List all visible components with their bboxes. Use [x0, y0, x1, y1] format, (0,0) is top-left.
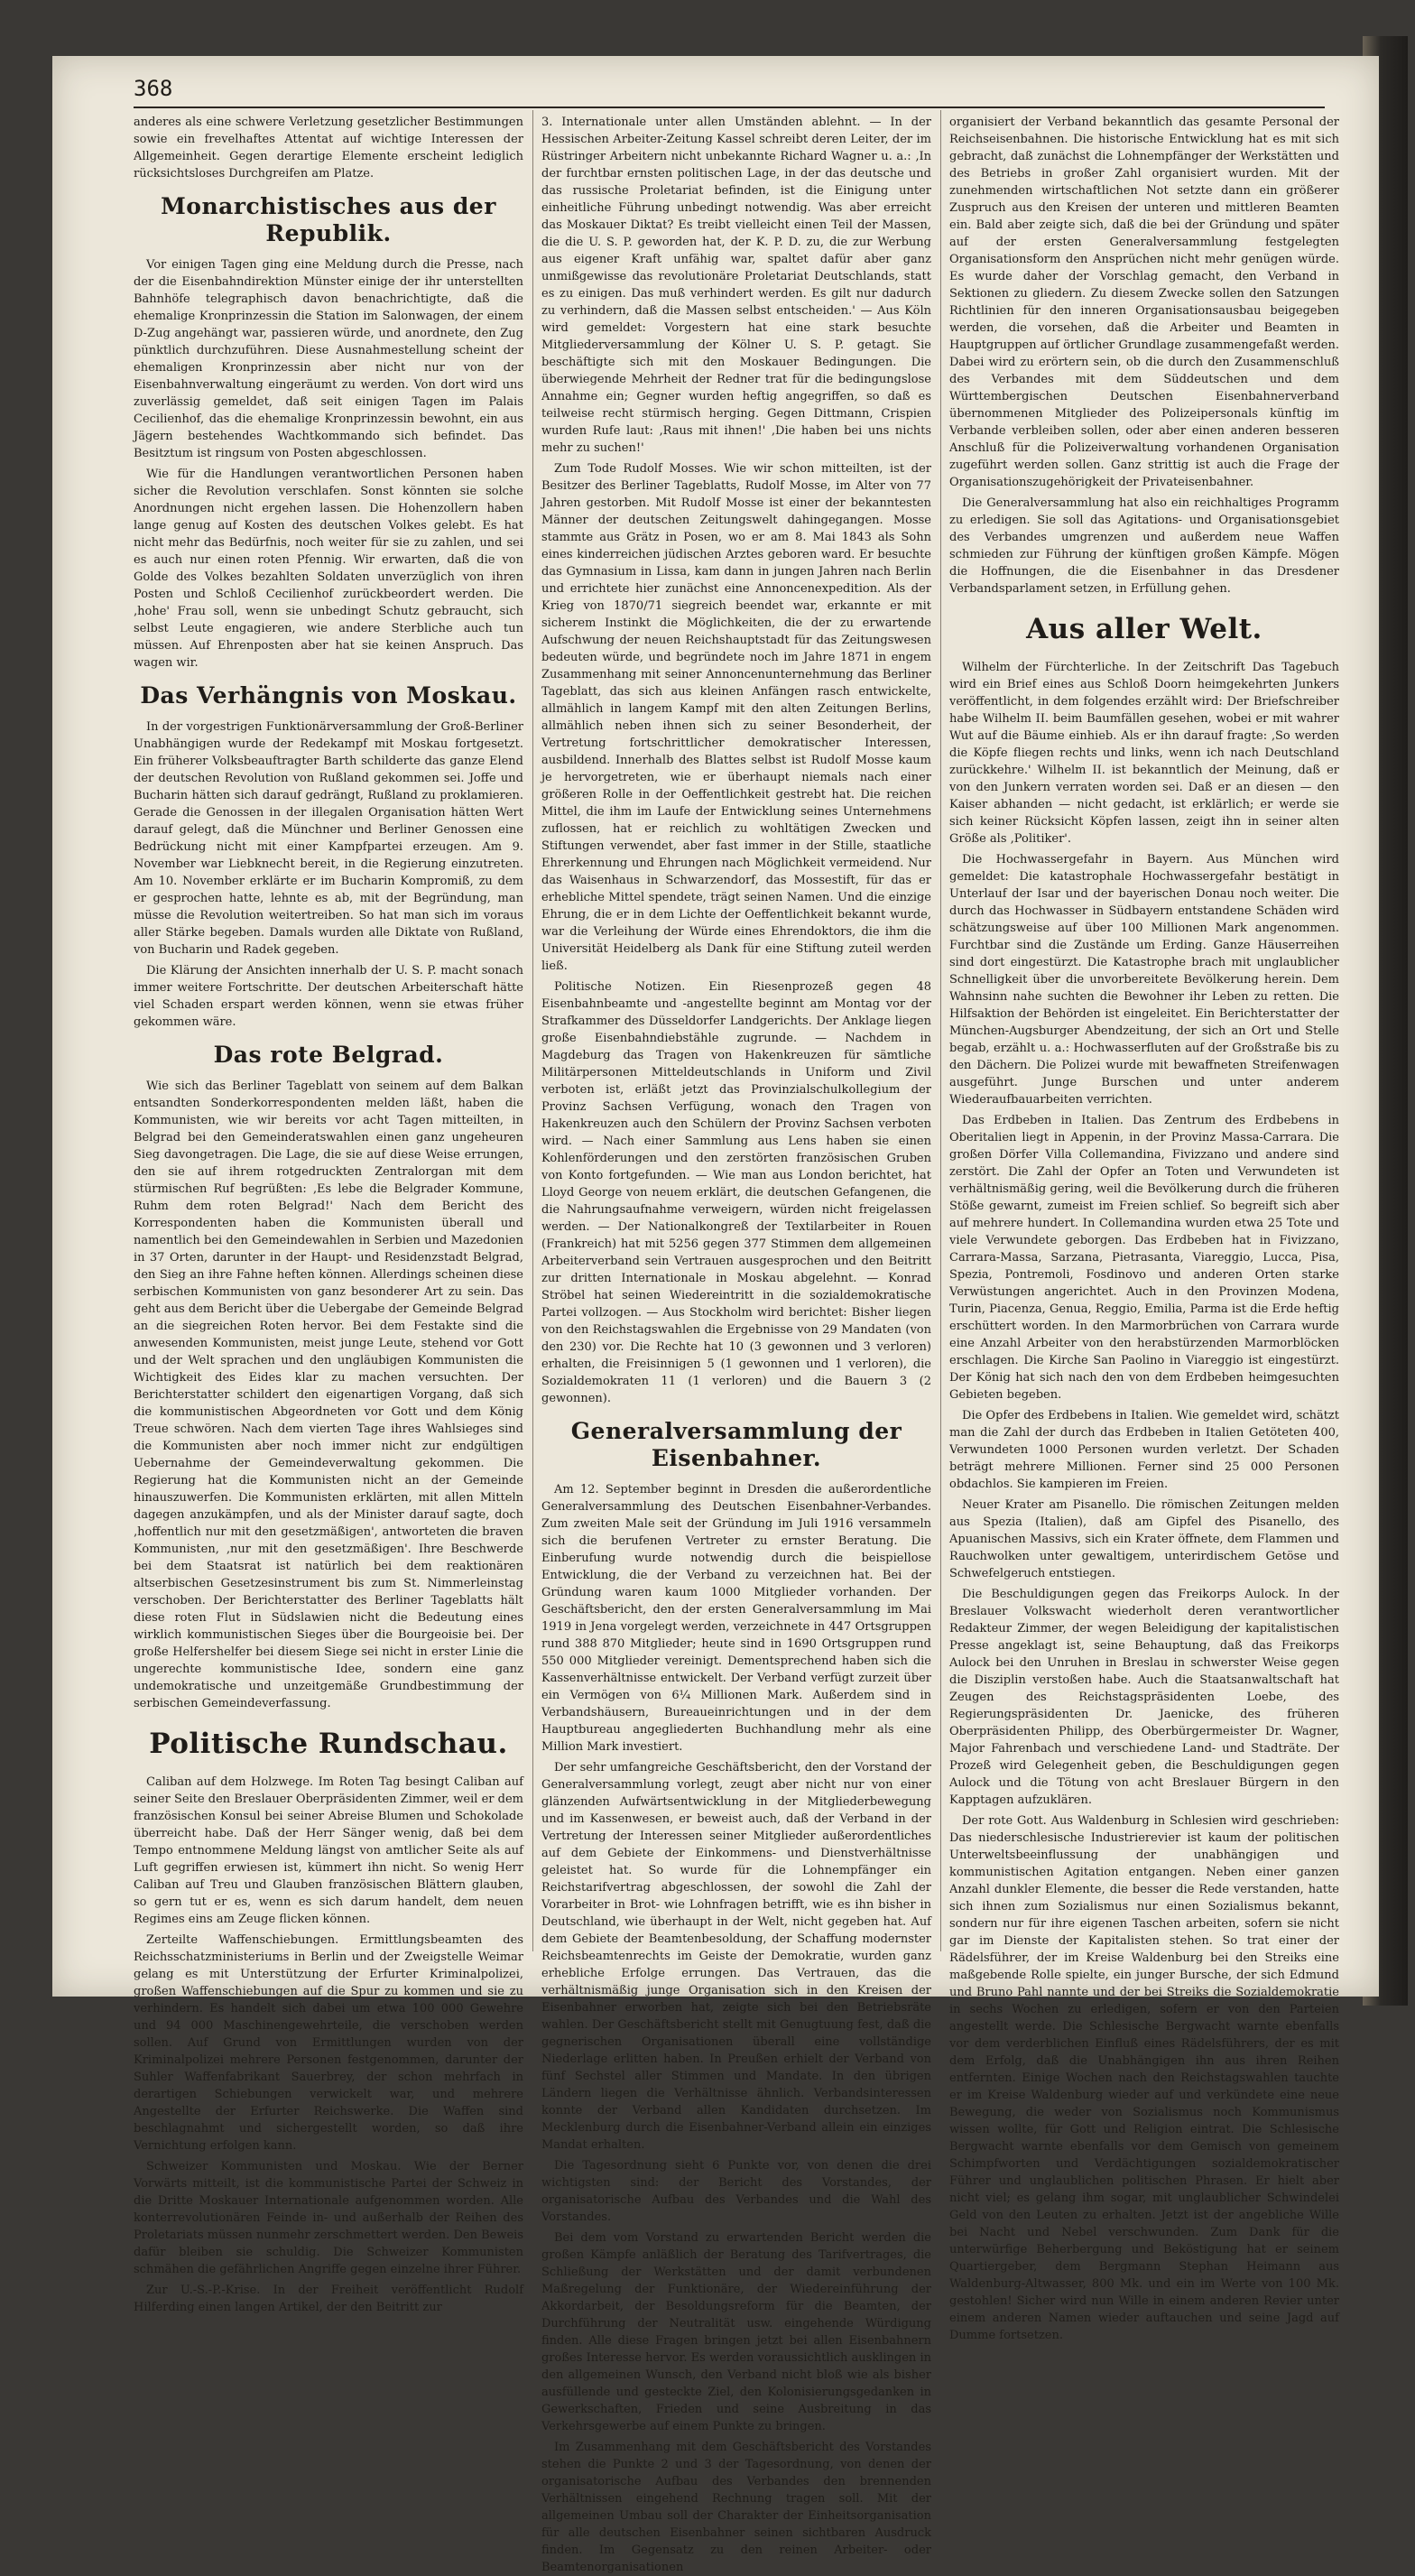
lead-paragraph: anderes als eine schwere Verletzung gesetzlicher Bestimmungen sowie ein frevelhaftes Attentat auf wichtige Interessen der Allgemeinheit. Gegen derartige Elemente erscheint lediglich rücksichtsloses Durchgreifen am Platze. [134, 116, 523, 181]
headline-rote-belgrad: Das rote Belgrad. [213, 1042, 444, 1068]
article-paragraph: Schweizer Kommunisten und Moskau. Wie der Berner Vorwärts mitteilt, ist die kommunistische Partei der Schweiz in die Dritte Moskauer Internationale aufgenommen worden. Alle konterrevolutionären Feinde in- und außerhalb der Reihen des Proletariats müssen nunmehr zerschmettert werden. Den Beweis dafür bleiben sie schuldig. Die Schweizer Kommunisten schmähen die gefährlichen Angriffe gegen einzelne ihrer Führer. [134, 2160, 523, 2276]
article-paragraph: Zum Tode Rudolf Mosses. Wie wir schon mitteilten, ist der Besitzer des Berliner Tageblatts, Rudolf Mosse, im Alter von 77 Jahren gestorben. Mit Rudolf Mosse ist einer der bekanntesten Männer der deutschen Zeitungswelt dahingegangen. Mosse stammte aus Grätz in Posen, wo er am 8. Mai 1843 als Sohn eines kinderreichen jüdischen Arztes geboren ward. Er besuchte das Gymnasium in Lissa, kam dann in jungen Jahren nach Berlin und errichtete hier zunächst eine Annoncenexpedition. Als der Krieg von 1870/71 siegreich beendet war, erkannte er mit sicherem Instinkt die Möglichkeiten, die der zu erwartende Aufschwung der neuen Reichshauptstadt für das Zeitungswesen bedeuten würde, und begründete noch im Jahre 1871 in engem Zusammenhang mit seiner Annoncenunternehmung das Berliner Tageblatt, das sich aus kleinen Anfängen rasch entwickelte, allmählich in langem Kampf mit den alten Zeitungen Berlins, allmählich neben ihnen sich zu seiner Besonderheit, der Vertretung fortschrittlicher demokratischer Interessen, ausbildend. Innerhalb des Blattes selbst ist Rudolf Mosse kaum je hervorgetreten, wie er überhaupt niemals nach einer größeren Rolle in der Oeffentlichkeit gestrebt hat. Die reichen Mittel, die ihm im Laufe der Entwicklung seines Unternehmens zuflossen, hat er reichlich zu wohltätigen Zwecken und Stiftungen verwendet, aber fast immer in der Stille, staatliche Ehrerkennung und Ehrungen nach Möglichkeit vermeidend. Nur das Waisenhaus in Schwarzendorf, das Mossestift, für das er erhebliche Mittel spendete, trägt seinen Namen. Und die einzige Ehrung, die er in dem Lichte der Oeffentlichkeit bekannt wurde, war die Verleihung der Würde eines Ehrendoktors, die ihm die Universität Heidelberg als Dank für eine Stiftung zuteil werden ließ. [541, 462, 931, 973]
top-rule [134, 107, 1325, 108]
article-paragraph: Die Hochwassergefahr in Bayern. Aus München wird gemeldet: Die katastrophale Hochwassergefahr bestätigt in Unterlauf der Isar und der bayerischen Donau noch weiter. Die durch das Hochwasser in Südbayern entstandene Schäden wird schätzungsweise auf über 100 Millionen Mark angenommen. Furchtbar sind die Zustände um Erding. Ganze Häuserreihen sind dort eingestürzt. Die Katastrophe brach mit unglaublicher Schnelligkeit über die unvorbereitete Bevölkerung herein. Dem Wahnsinn nahe suchten die Bewohner ihr Leben zu retten. Die Hilfsaktion der Behörden ist eingeleitet. Ein Berichterstatter der München-Augsburger Abendzeitung, der sich an Ort und Stelle begab, erzählt u. a.: Hochwasserfluten auf der Großstraße bis zu den Dächern. Die Polizei wurde mit bewaffneten Streifenwagen ausgeführt. Junge Burschen und unter anderem Wiederaufbauarbeiten verrichten. [949, 853, 1339, 1107]
article-paragraph: Der rote Gott. Aus Waldenburg in Schlesien wird geschrieben: Das niederschlesische Industrierevier ist kaum der politischen Unterweltsbeeinflussung der unabhängigen und kommunistischen Agitation entgangen. Neben einer ganzen Anzahl dunkler Elemente, die besser die Rede verstanden, hatte sich ihnen zum Sozialismus nur einen Sozialismus bekannt, sondern nur für ihre eigenen Taschen arbeiten, sofern sie nicht gar im Dienste der Kapitalisten stehen. So trat einer der Rädelsführer, der im Kreise Waldenburg bei den Streiks eine maßgebende Rolle spielte, ein junger Bursche, der sich Edmund und Bruno Pahl nannte und der bei Streiks die Sozialdemokratie in sechs Wochen zu erledigen, sofern er von den Parteien angestellt werde. Die Schlesische Bergwacht warnte ebenfalls vor dem verderblichen Einfluß eines Rädelsführers, der es mit dem Erfolg, daß die Unabhängigen ihn aus ihren Reihen entfernten. Einige Wochen nach den Reichstagswahlen tauchte er im Kreise Waldenburg wieder auf und verkündete eine neue Bewegung, die weder von Sozialismus noch Kommunismus wissen wollte, für Gott und Religion eintrat. Die Schlesische Bergwacht warnte ebenfalls vor dem Gemisch von gemeinem Schimpfworten und Verdächtigungen sozialdemokratischer Führer und unglaublichen politischen Phrasen. Er hielt aber nicht viel; es gelang ihm sogar, mit unglaublicher Schwindelei Geld von den Leuten zu erhalten. Jetzt ist der angebliche Wille bei Nacht und Nebel verschwunden. Zum Dank für die unterwürfige Beherbergung und Beköstigung hat er seinem Quartiergeber, dem Bergmann Stephan Heimann aus Waldenburg-Altwasser, 800 Mk. und ein im Werte von 100 Mk. gestohlen! Sicher wird nun Wille in einem anderen Revier unter einem anderen Namen wieder auftauchen und seine Jagd auf Dumme fortsetzen. [949, 1814, 1339, 2342]
article-paragraph: Wie sich das Berliner Tageblatt von seinem auf dem Balkan entsandten Sonderkorrespondenten melden läßt, haben die Kommunisten, wie wir bereits vor acht Tagen mitteilten, in Belgrad bei den Gemeinderatswahlen einen ganz ungeheuren Sieg davongetragen. Die Lage, die sie auf diese Weise errungen, den sie auf ihrem rotgedruckten Zentralorgan mit dem stürmischen Ruf begrüßten: ‚Es lebe die Belgrader Kommune, Ruhm dem roten Belgrad!' Nach dem Bericht des Korrespondenten haben die Kommunisten überall und namentlich bei den Gemeindewahlen in Serbien und Mazedonien in 37 Orten, darunter in der Haupt- und Residenzstadt Belgrad, den Sieg an ihre Fahne heften können. Allerdings scheinen diese serbischen Kommunisten von ganz besonderer Art zu sein. Das geht aus dem Bericht über die Uebergabe der Gemeinde Belgrad an die siegreichen Roten hervor. Bei dem Festakte sind die anwesenden Kommunisten, meist junge Leute, stehend vor Gott und der Welt sprachen und den ungläubigen Kommunisten die Wichtigkeit des Eides klar zu machen versuchten. Der Berichterstatter schildert den eigenartigen Vorgang, daß sich die kommunistischen Abgeordneten vor Gott und dem König Treue schwören. Nach dem vierten Tage ihres Wahlsieges sind die Kommunisten aber noch immer nicht zur endgültigen Uebernahme der Gemeindeverwaltung gekommen. Die Regierung hat die Kommunisten nicht an der Gemeinde hinauszuwerfen. Die Kommunisten erklärten, mit allen Mitteln dagegen anzukämpfen, und als der Minister darauf sagte, doch ‚hoffentlich nur mit den gesetzmäßigen', antworteten die braven Kommunisten, ‚nur mit den gesetzmäßigen'. Ihre Beschwerde bei dem Staatsrat ist natürlich bei dem reaktionären altserbischen Gesetzesinstrument bis zum St. Nimmerleinstag verschoben. Der Berichterstatter des Berliner Tageblatts hält diese roten Flut in Südslawien nicht die Bedeutung eines wirklich kommunistischen Sieges über die Bourgeoisie bei. Der große Helfershelfer bei diesem Siege sei nicht in erster Linie die ungerechte kommunistische Idee, sondern eine ganz undemokratische und unzeitgemäße Grundbestimmung der serbischen Gemeindeverfassung. [134, 1080, 523, 1710]
article-paragraph: Zur U.-S.-P.-Krise. In der Freiheit veröffentlicht Rudolf Hilferding einen langen Artikel, der den Beitritt zur [134, 2284, 523, 2314]
article-paragraph: Am 12. September beginnt in Dresden die außerordentliche Generalversammlung des Deutschen Eisenbahner-Verbandes. Zum zweiten Male seit der Gründung im Juli 1916 versammeln sich die berufenen Vertreter zu ernster Beratung. Die Einberufung wurde notwendig durch die beispiellose Entwicklung, die der Verband zu verzeichnen hat. Bei der Gründung waren kaum 1000 Mitglieder vorhanden. Der Geschäftsbericht, den der ersten Generalversammlung im Mai 1919 in Jena vorgelegt werden, verzeichnete in 447 Ortsgruppen rund 388 870 Mitglieder; heute sind in 1690 Ortsgruppen rund 550 000 Mitglieder vereinigt. Dementsprechend haben sich die Kassenverhältnisse entwickelt. Der Verband verfügt zurzeit über ein Vermögen von 6¼ Millionen Mark. Außerdem sind in Verbandshäusern, Bureaueinrichtungen und in der dem Hauptbureau angegliederten Buchhandlung mehr als eine Million Mark investiert. [541, 1483, 931, 1754]
column-3 [949, 114, 1339, 2342]
column-1 [134, 114, 523, 2314]
article-paragraph: Zerteilte Waffenschiebungen. Ermittlungsbeamten des Reichsschatzministeriums in Berlin und der Zweigstelle Weimar gelang es mit Unterstützung der Erfurter Kriminalpolizei, großen Waffenschiebungen auf die Spur zu kommen und sie zu verhindern. Es handelt sich dabei um etwa 100 000 Gewehre und 94 000 Maschinengewehrteile, die verschoben werden sollen. Auf Grund von Ermittlungen wurden von der Kriminalpolizei mehrere Personen festgenommen, darunter der Suhler Waffenfabrikant Sauerbrey, der schon mehrfach in derartigen Schiebungen verwickelt war, und mehrere Angestellte der Erfurter Reichswerke. Die Waffen sind beschlagnahmt und sichergestellt worden, so daß ihre Vernichtung erfolgen kann. [134, 1933, 523, 2153]
article-paragraph: Der sehr umfangreiche Geschäftsbericht, den der Vorstand der Generalversammlung vorlegt, zeugt aber nicht nur von einer glänzenden Aufwärtsentwicklung in der Mitgliederbewegung und im Kassenwesen, er beweist auch, daß der Verband in der Vertretung der Interessen seiner Mitglieder außerordentliches auf dem Gebiete der Einkommens- und Dienstverhältnisse geleistet hat. So wurde für die Lohnempfänger ein Reichstarifvertrag abgeschlossen, der sowohl die Zahl der Vorarbeiter in Brot- wie Lohnfragen betrifft, wie es ihn bisher in Deutschland, wie überhaupt in der Welt, nicht gegeben hat. Auf dem Gebiete der Beamtenbesoldung, der Schaffung modernster Reichsbeamtenrechts im Geiste der Demokratie, wurden ganz erhebliche Erfolge errungen. Das Vertrauen, das die verhältnismäßig junge Organisation sich in den Kreisen der Eisenbahner erworben hat, zeigte sich bei den Betriebsräte wahlen. Der Geschäftsbericht stellt mit Genugtuung fest, daß die gegnerischen Organisationen überall eine vollständige Niederlage erlitten haben. In Preußen erhielt der Verband von fünf Sechstel aller Stimmen und Mandate. In den übrigen Ländern liegen die Verhältnisse ähnlich. Verbandsinteressen konnte der Verband allen Kandidaten durchsetzen. Im Mecklenburg durch die Eisenbahner-Verband allein ein einziges Mandat erhalten. [541, 1761, 931, 2152]
column-2 [541, 114, 931, 2574]
headline-verhaengnis-moskau: Das Verhängnis von Moskau. [140, 682, 517, 709]
article-paragraph: Die Generalversammlung hat also ein reichhaltiges Programm zu erledigen. Sie soll das Agitations- und Organisationsgebiet des Verbandes umgrenzen und außerdem neue Waffen schmieden zur Führung der künftigen großen Kämpfe. Mögen die Hoffnungen, die die Eisenbahner in das Dresdener Verbandsparlament setzen, in Erfüllung gehen. [949, 496, 1339, 596]
headline-generalversammlung: Generalversammlung der Eisenbahner. [570, 1418, 902, 1471]
article-paragraph: Wilhelm der Fürchterliche. In der Zeitschrift Das Tagebuch wird ein Brief eines aus Schloß Doorn heimgekehrten Junkers veröffentlicht, in dem folgendes erzählt wird: Der Briefschreiber habe Wilhelm II. beim Baumfällen gesehen, wobei er mit wahrer Wut auf die Bäume einhieb. Als er ihn darauf fragte: ‚So werden die Köpfe fliegen rechts und links, wenn ich nach Deutschland zurückkehre.' Wilhelm II. ist bekanntlich der Meinung, daß er von den Junkern verraten worden sei. Daß er an diesen — den Kaiser abhanden — nicht gedacht, ist erklärlich; er werde sie sich keiner Rücksicht Köpfen lassen, zeigt ihn in seiner alten Größe als ‚Politiker'. [949, 661, 1339, 846]
article-paragraph: 3. Internationale unter allen Umständen ablehnt. — In der Hessischen Arbeiter-Zeitung Kassel schreibt deren Leiter, der im Rüstringer Arbeitern nicht unbekannte Richard Wagner u. a.: ‚In der furchtbar ernsten politischen Lage, in der das deutsche und das russische Proletariat befinden, ist die Einigung unter einheitliche Führung unbedingt notwendig. Was aber erreicht das Moskauer Diktat? Es treibt vielleicht einen Teil der Massen, die die U. S. P. geworden hat, der K. P. D. zu, die zur Werbung aus eigener Kraft unfähig war, spaltet dafür aber ganz unmißgewisse das revolutionäre Proletariat Deutschlands, statt es zu einigen. Das muß verhindert werden. Es gilt nur dadurch zu verhindern, daß die Massen selbst entscheiden.' — Aus Köln wird gemeldet: Vorgestern hat eine stark besuchte Mitgliederversammlung der Kölner U. S. P. getagt. Sie beschäftigte sich mit den Moskauer Bedingungen. Die überwiegende Mehrheit der Redner trat für die bedingungslose Annahme ein; Gegner wurden heftig angegriffen, so daß es teilweise recht stürmisch herging. Gegen Dittmann, Crispien wurden Rufe laut: ‚Raus mit ihnen!' ‚Die haben bei uns nichts mehr zu suchen!' [541, 116, 931, 455]
column-divider [940, 110, 941, 1951]
article-paragraph: Die Klärung der Ansichten innerhalb der U. S. P. macht sonach immer weitere Fortschritte. Der deutschen Arbeiterschaft hätte viel Schaden erspart werden können, wenn sie etwas früher gekommen wäre. [134, 964, 523, 1029]
article-paragraph: Bei dem vom Vorstand zu erwartenden Bericht werden die großen Kämpfe anläßlich der Beratung des Tarifvertrages, die Schließung der Werkstätten und der damit verbundenen Maßregelung der Funktionäre, der Wiedereinführung der Akkordarbeit, der Besoldungsreform für die Beamten, der Durchführung der Neutralität usw. eingehende Würdigung finden. Alle diese Fragen bringen jetzt bei allen Eisenbahnern großes Interesse hervor. Es werden voraussichtlich ausklingen in den allgemeinen Wunsch, den Verband nicht bloß wie als bisher ausfüllende und gesteckte Ziel, den Kolonisierungsgedanken in Gewerkschaften, Frieden und seine Ausbreitung in das Verkehrsgewerbe auf einem Punkte zu bringen. [541, 2231, 931, 2433]
column-divider [532, 110, 533, 1951]
article-paragraph: Die Beschuldigungen gegen das Freikorps Aulock. In der Breslauer Volkswacht wiederholt deren verantwortlicher Redakteur Zimmer, der wegen Beleidigung der kapitalistischen Presse angeklagt ist, seine Behauptung, daß das Freikorps Aulock bei den Unruhen in Breslau in schwerster Weise gegen die Disziplin verstoßen habe. Auch die Staatsanwaltschaft hat Zeugen des Reichstagspräsidenten Loebe, des Regierungspräsidenten Dr. Jaenicke, des früheren Oberpräsidenten Philipp, des Oberbürgermeister Dr. Wagner, Major Fahrenbach und verschiedene Land- und Stadträte. Der Prozeß wird Gelegenheit geben, die Beschuldigungen gegen Aulock und die Tötung von acht Breslauer Bürgern in den Kapptagen aufzuklären. [949, 1588, 1339, 1807]
article-paragraph: Das Erdbeben in Italien. Das Zentrum des Erdbebens in Oberitalien liegt in Appenin, in der Provinz Massa-Carrara. Die großen Dörfer Villa Collemandina, Fivizzano und andere sind zerstört. Die Zahl der Opfer an Toten und Verwundeten ist verhältnismäßig gering, weil die Bevölkerung durch die früheren Stöße gewarnt, zumeist im Freien schlief. So begreift sich aber auf mehrere hundert. In Collemandina wurden etwa 25 Tote und viele Verwundete geborgen. Das Erdbeben hat in Fivizzano, Carrara-Massa, Sarzana, Pietrasanta, Viareggio, Lucca, Pisa, Spezia, Pontremoli, Fosdinovo und anderen Orten starke Verwüstungen angerichtet. Auch in den Provinzen Modena, Turin, Piacenza, Genua, Reggio, Emilia, Parma ist die Erde heftig erschüttert worden. In den Marmorbrüchen von Carrara wurde eine Anzahl Arbeiter von den herabstürzenden Marmorblöcken erschlagen. Die Kirche San Paolino in Viareggio ist eingestürzt. Der König hat sich nach den von dem Erdbeben heimgesuchten Gebieten begeben. [949, 1114, 1339, 1402]
article-paragraph: Im Zusammenhang mit dem Geschäftsbericht des Vorstandes stehen die Punkte 2 und 3 der Tagesordnung, von denen der organisatorische Aufbau des Verbandes den brennenden Verhältnissen eingehend Rechnung tragen soll. Mit der allgemeinen Umbau soll der Charakter der Einheitsorganisation für alle deutschen Eisenbahner seinen sichtbaren Ausdruck finden. Im Gegensatz zu den reinen Arbeiter- oder Beamtenorganisationen [541, 2441, 931, 2574]
article-paragraph: Vor einigen Tagen ging eine Meldung durch die Presse, nach der die Eisenbahndirektion Münster einige der ihr unterstellten Bahnhöfe telegraphisch davon benachrichtigte, daß die ehemalige Kronprinzessin die Station im Salonwagen, der einem D-Zug angehängt war, passieren würde, und anordnete, den Zug pünktlich durchzuführen. Diese Ausnahmestellung scheint der ehemaligen Kronprinzessin aber nicht nur von der Eisenbahnverwaltung eingeräumt zu werden. Von dort wird uns zuverlässig gemeldet, daß seit einigen Tagen im Palais Cecilienhof, das die ehemalige Kronprinzessin bewohnt, ein aus Jägern bestehendes Wachtkommando sich befindet. Das Besitztum ist ringsum von Posten abgeschlossen. [134, 258, 523, 460]
article-paragraph: In der vorgestrigen Funktionärversammlung der Groß-Berliner Unabhängigen wurde der Redekampf mit Moskau fortgesetzt. Ein früherer Volksbeauftragter Barth schilderte das ganze Elend der deutschen Revolution von Rußland gekommen sei. Joffe und Bucharin hätten sich darauf gedrängt, Rußland zu proklamieren. Gerade die Genossen in der illegalen Organisation hätten Wert darauf gelegt, daß die Münchner und Berliner Genossen eine Bedrückung nicht mit einer Kampfpartei erzeugen. Am 9. November war Liebknecht bereit, in die Regierung einzutreten. Am 10. November erklärte er im Bucharin Kompromiß, zu dem er gesprochen hatte, lehnte es ab, mit der Begründung, man müsse die Revolution weitertreiben. So hat man sich im voraus aller Stärke begeben. Damals wurden alle Diktate von Rußland, von Bucharin und Radek gegeben. [134, 720, 523, 957]
headline-aus-aller-welt: Aus aller Welt. [1026, 613, 1262, 645]
article-paragraph: Politische Notizen. Ein Riesenprozeß gegen 48 Eisenbahnbeamte und -angestellte beginnt am Montag vor der Strafkammer des Düsseldorfer Landgerichts. Der Anklage liegen große Eisenbahndiebstähle zugrunde. — Nachdem in Magdeburg das Tragen von Hakenkreuzen für sämtliche Militärpersonen Mitteldeutschlands in Uniform und Zivil verboten ist, erläßt jetzt das Provinzialschulkollegium der Provinz Sachsen Verfügung, wonach den Tragen von Hakenkreuzen auch den Schülern der Provinz Sachsen verboten wird. — Nach einer Sammlung aus Lens haben sie einen Kohlenförderungen und den zerstörten französischen Gruben von Konto fortgefunden. — Wie man aus London berichtet, hat Lloyd George von neuem erklärt, die deutschen Gefangenen, die die Nahrungsaufnahme verweigern, würden nicht freigelassen werden. — Der Nationalkongreß der Textilarbeiter in Rouen (Frankreich) hat mit 5256 gegen 377 Stimmen dem allgemeinen Arbeiterverband sein Vertrauen ausgesprochen und den Beitritt zur dritten Internationale in Moskau abgelehnt. — Konrad Ströbel hat seinen Wiedereintritt in die sozialdemokratische Partei vollzogen. — Aus Stockholm wird berichtet: Bisher liegen von den Reichstagswahlen die Ergebnisse von 29 Mandaten (von den 230) vor. Die Rechte hat 10 (3 gewonnen und 3 verloren) erhalten, die Freisinnigen 5 (1 gewonnen und 1 verloren), die Sozialdemokraten 11 (1 verloren) und die Bauern 3 (2 gewonnen). [541, 980, 931, 1405]
article-paragraph: Neuer Krater am Pisanello. Die römischen Zeitungen melden aus Spezia (Italien), daß am Gipfel des Pisanello, des Apuanischen Massivs, sich ein Krater öffnete, dem Flammen und Rauchwolken unter gewaltigem, unterirdischem Getöse und Schwefelgeruch entstiegen. [949, 1498, 1339, 1580]
article-paragraph: Die Tagesordnung sieht 6 Punkte vor, von denen die drei wichtigsten sind: der Bericht des Vorstandes, der organisatorische Aufbau des Verbandes und die Wahl des Vorstandes. [541, 2159, 931, 2224]
article-paragraph: Caliban auf dem Holzwege. Im Roten Tag besingt Caliban auf seiner Seite den Breslauer Oberpräsidenten Zimmer, weil er dem französischen Konsul bei seiner Abreise Blumen und Schokolade überreicht habe. Daß der Herr Sänger wenig, daß bei dem Tempo entnommene Meldung längst von amtlicher Seite als auf Luft gegriffen erwiesen ist, kümmert ihn nicht. So wenig Herr Caliban auf Treu und Glauben französischen Blättern glauben, so gern tut er es, wenn es sich darum handelt, dem neuen Regimes eins am Zeuge flicken können. [134, 1775, 523, 1926]
article-paragraph: Wie für die Handlungen verantwortlichen Personen haben sicher die Revolution verschlafen. Sonst könnten sie solche Anordnungen nicht ergehen lassen. Die Hohenzollern haben lange genug auf Kosten des deutschen Volkes gelebt. Es hat nicht mehr das Bedürfnis, noch weiter für sie zu zahlen, und sei es auch nur einen roten Pfennig. Wir erwarten, daß die von Golde des Volkes bezahlten Soldaten unverzüglich von ihren Posten und Schloß Cecilienhof zurückbeordert werden. Die ‚hohe' Frau soll, wenn sie unbedingt Schutz gebraucht, sich selbst Leute engagieren, wie andere Sterbliche auch tun müssen. Auf Ehrenposten aber hat sie keinen Anspruch. Das wagen wir. [134, 468, 523, 670]
headline-politische-rundschau: Politische Rundschau. [149, 1728, 508, 1760]
article-paragraph: Die Opfer des Erdbebens in Italien. Wie gemeldet wird, schätzt man die Zahl der durch das Erdbeben in Italien Getöteten 400, Verwundeten 1000 Personen wurden verletzt. Der Schaden beträgt mehrere Millionen. Ferner sind 25 000 Personen obdachlos. Sie kampieren im Freien. [949, 1409, 1339, 1491]
page-number: 368 [134, 76, 173, 101]
article-paragraph: organisiert der Verband bekanntlich das gesamte Personal der Reichseisenbahnen. Die historische Entwicklung hat es mit sich gebracht, daß zunächst die Lohnempfänger der Werkstätten und des Betriebs in großer Zahl organisiert wurden. Mit der zunehmenden wirtschaftlichen Not setzte dann ein größerer Zuspruch aus den Kreisen der unteren und mittleren Beamten ein. Bald aber zeigte sich, daß die bei der Gründung und später auf der ersten Generalversammlung festgelegten Organisationsform den Ansprüchen nicht mehr genügen würde. Es wurde daher der Vorschlag gemacht, den Verband in Sektionen zu gliedern. Zu diesem Zwecke sollen den Satzungen Richtlinien für den inneren Organisationsausbau beigegeben werden, die vorsehen, daß die Arbeiter und Beamten in Hauptgruppen auf örtlicher Grundlage zusammengefaßt werden. Dabei wird zu erörtern sein, ob die durch den Zusammenschluß des Verbandes mit dem Süddeutschen und dem Württembergischen Deutschen Eisenbahnerverband übernommenen Mitglieder des Polizeipersonals künftig im Verbande verbleiben sollen, oder aber einen anderen besseren Anschluß für die Polizeiverwaltung vorhandenen Organisation zugeführt werden sollen. Ganz strittig ist auch die Frage der Organisationszugehörigkeit der Privateisenbahner. [949, 116, 1339, 489]
headline-monarchistisches: Monarchistisches aus der Republik. [161, 193, 496, 246]
